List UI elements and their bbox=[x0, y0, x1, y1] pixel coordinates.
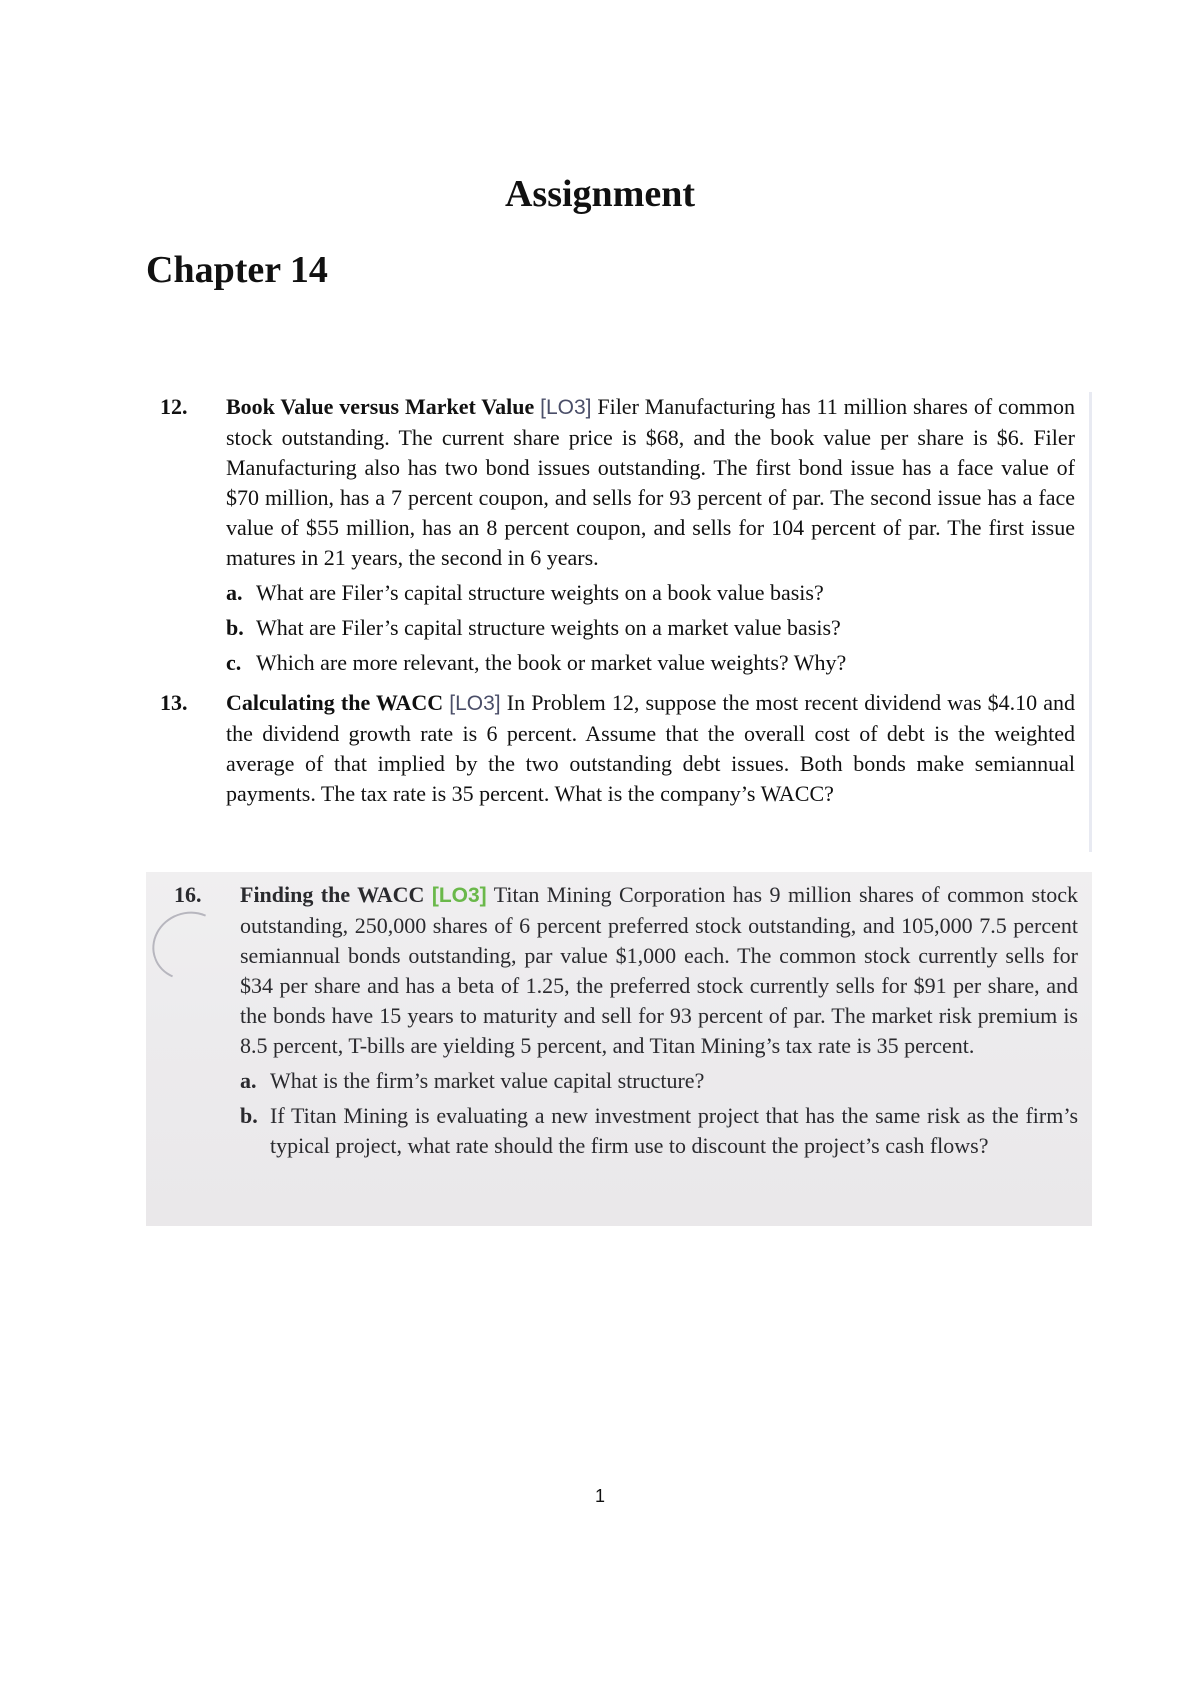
textbook-excerpt-problem-16 bbox=[146, 872, 1092, 1226]
problem-title: Book Value versus Market Value bbox=[226, 394, 535, 419]
part-letter: c. bbox=[226, 650, 242, 675]
problem-text: In Problem 12, suppose the most recent dividend was $4.10 and the dividend growth rate is 6 percent. Assume that the overall cost of debt is the weighted average of that implied by the two outstanding debt issues. Both bonds make semiannual payments. The tax rate is 35 percent. What is the company’s WACC? bbox=[226, 690, 1075, 806]
problem-parts bbox=[240, 1066, 1078, 1161]
part-letter: a. bbox=[240, 1068, 257, 1093]
document-title: Assignment bbox=[504, 173, 696, 215]
problem-number: 16. bbox=[174, 882, 202, 907]
part-text: If Titan Mining is evaluating a new investment project that has the same risk as the firm’s typical project, what rate should the firm use to discount the project’s cash flows? bbox=[270, 1103, 1078, 1158]
problem-13 bbox=[146, 688, 1089, 809]
problem-text: Filer Manufacturing has 11 million shares of common stock outstanding. The current share price is $68, and the book value per share is $6. Filer Manufacturing also has two bond issues outstanding. The first bond issue has a face value of $70 million, has a 7 percent coupon, and sells for 93 percent of par. The second issue has a face value of $55 million, has an 8 percent coupon, and sells for 104 percent of par. The first issue matures in 21 years, the second in 6 years. bbox=[226, 394, 1075, 570]
learning-objective-tag: [LO3] bbox=[449, 692, 501, 715]
problem-title: Calculating the WACC bbox=[226, 690, 444, 715]
textbook-excerpt-problems-12-13 bbox=[146, 392, 1092, 852]
problem-body bbox=[226, 688, 1089, 809]
part-text: Which are more relevant, the book or market value weights? Why? bbox=[256, 650, 847, 675]
problem-part bbox=[226, 613, 1075, 643]
problem-part bbox=[240, 1101, 1078, 1161]
problem-part bbox=[240, 1066, 1078, 1096]
part-letter: b. bbox=[240, 1103, 258, 1128]
page-number: 1 bbox=[594, 1486, 605, 1506]
part-letter: b. bbox=[226, 615, 244, 640]
problem-part bbox=[226, 578, 1075, 608]
problem-body bbox=[226, 392, 1089, 678]
problem-number: 12. bbox=[160, 394, 188, 419]
part-text: What are Filer’s capital structure weights on a market value basis? bbox=[256, 615, 841, 640]
problem-title: Finding the WACC bbox=[240, 882, 425, 907]
learning-objective-tag: [LO3] bbox=[431, 884, 487, 907]
part-text: What is the firm’s market value capital structure? bbox=[270, 1068, 705, 1093]
problem-body bbox=[240, 880, 1092, 1161]
problem-text: Titan Mining Corporation has 9 million shares of common stock outstanding, 250,000 shares of 6 percent preferred stock outstanding, and 105,000 7.5 percent semiannual bonds outstanding, par value $1,000 each. The common stock currently sells for $34 per share and has a beta of 1.25, the preferred stock currently sells for $91 per share, and the bonds have 15 years to maturity and sell for 93 percent of par. The market risk premium is 8.5 percent, T-bills are yielding 5 percent, and Titan Mining’s tax rate is 35 percent. bbox=[240, 882, 1078, 1058]
problem-16 bbox=[146, 880, 1092, 1161]
part-text: What are Filer’s capital structure weights on a book value basis? bbox=[256, 580, 824, 605]
problem-parts bbox=[226, 578, 1075, 678]
problem-part bbox=[226, 648, 1075, 678]
problem-12 bbox=[146, 392, 1089, 678]
learning-objective-tag: [LO3] bbox=[540, 396, 592, 419]
part-letter: a. bbox=[226, 580, 243, 605]
chapter-heading: Chapter 14 bbox=[146, 249, 328, 291]
problem-number: 13. bbox=[160, 690, 188, 715]
